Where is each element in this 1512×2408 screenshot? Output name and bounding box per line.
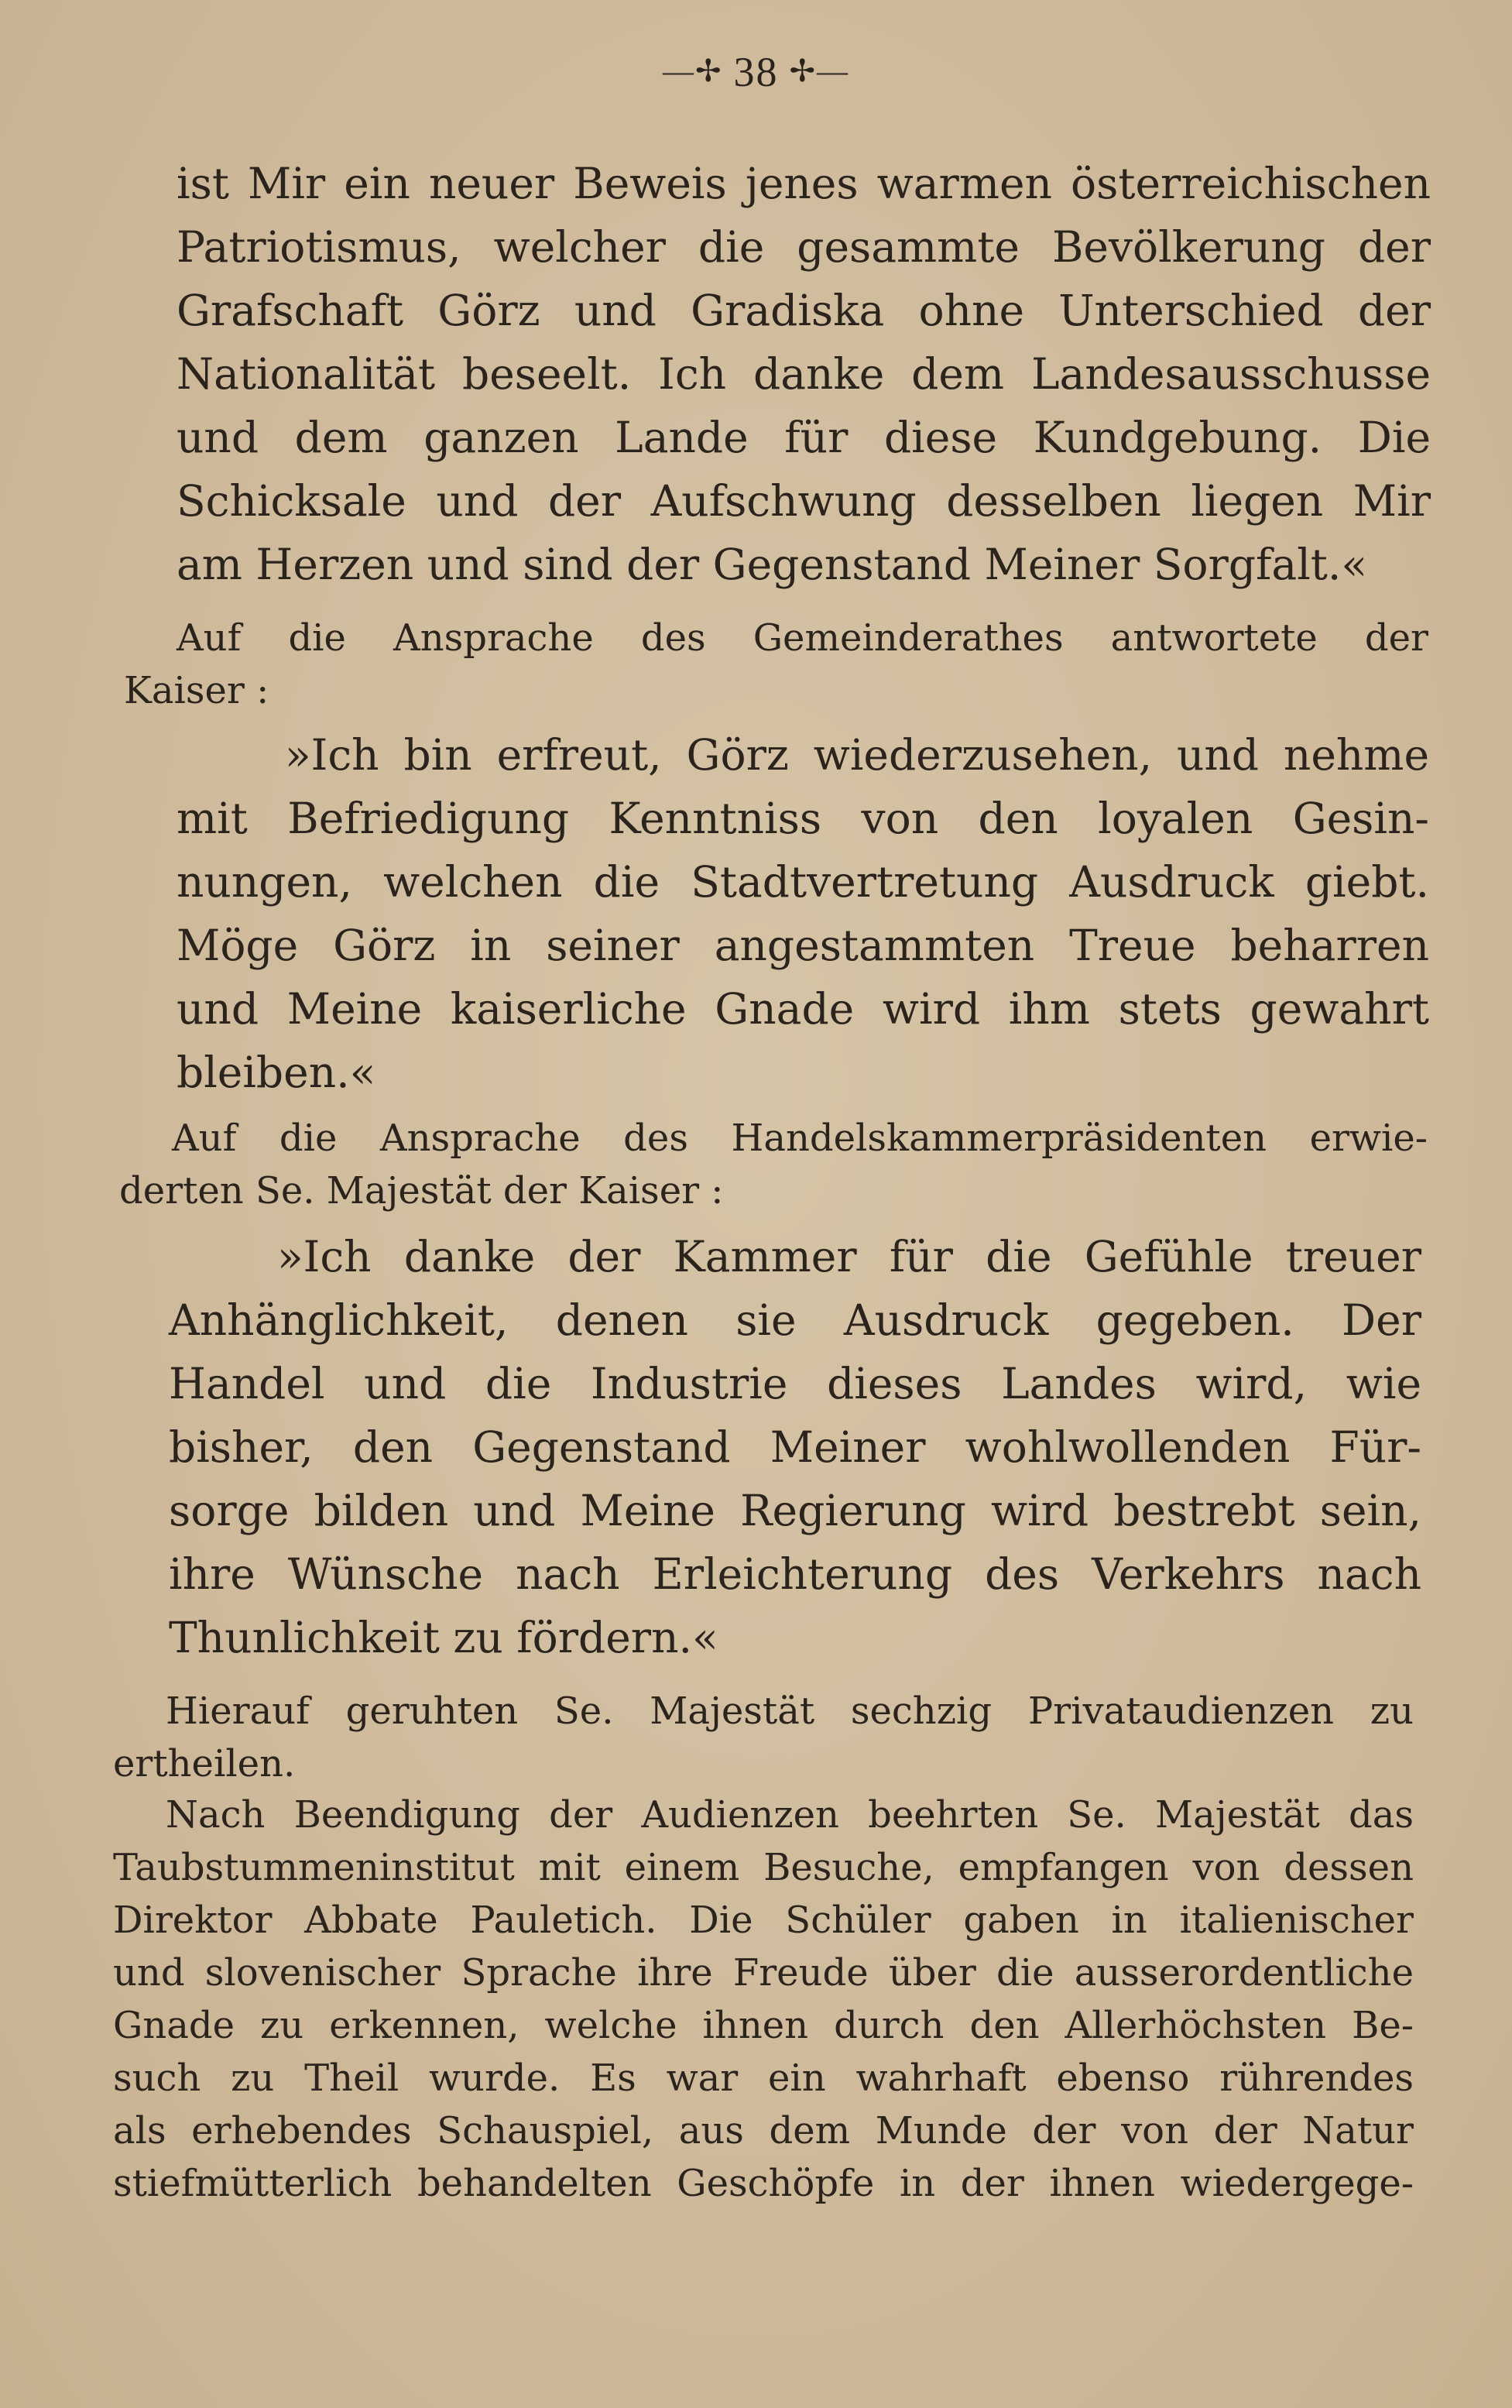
text-line: Anhänglichkeit, denen sie Ausdruck gegeben. Der — [169, 1295, 1421, 1345]
text-line: bleiben.« — [177, 1048, 376, 1097]
text-line: und Meine kaiserliche Gnade wird ihm stets gewahrt — [177, 984, 1429, 1034]
text-line: Thunlichkeit zu fördern.« — [169, 1613, 718, 1662]
ornament-left: —✢ — [662, 53, 723, 88]
text-line: Gnade zu erkennen, welche ihnen durch den Allerhöchsten Be- — [113, 2004, 1414, 2047]
text-line: Direktor Abbate Pauletich. Die Schüler gaben in italienischer — [113, 1899, 1414, 1942]
text-line: Hierauf geruhten Se. Majestät sechzig Privataudienzen zu — [166, 1689, 1414, 1733]
text-line: ertheilen. — [113, 1742, 296, 1785]
ornament-right: ✢— — [789, 53, 850, 88]
text-line: Nach Beendigung der Audienzen beehrten Se. Majestät das — [166, 1793, 1414, 1837]
text-line: Auf die Ansprache des Gemeinderathes antwortete der — [177, 616, 1428, 660]
paragraph-privataudienzen — [113, 1685, 1414, 1790]
text-line: »Ich danke der Kammer für die Gefühle treuer — [277, 1232, 1421, 1281]
text-line: mit Befriedigung Kenntniss von den loyalen Gesin- — [177, 794, 1429, 843]
text-line: stiefmütterlich behandelten Geschöpfe in der ihnen wiedergege- — [113, 2162, 1414, 2205]
text-line: derten Se. Majestät der Kaiser : — [119, 1169, 724, 1213]
text-line: sorge bilden und Meine Regierung wird bestrebt sein, — [169, 1486, 1421, 1535]
paragraph-kaiser-reply-gemeinderath — [177, 723, 1429, 1104]
text-line: ihre Wünsche nach Erleichterung des Verkehrs nach — [169, 1549, 1421, 1599]
text-line: am Herzen und sind der Gegenstand Meiner Sorgfalt.« — [177, 540, 1368, 589]
paragraph-handelskammer-intro — [119, 1112, 1428, 1217]
text-line: bisher, den Gegenstand Meiner wohlwollenden Für- — [169, 1422, 1421, 1472]
text-line: und slovenischer Sprache ihre Freude über die ausserordentliche — [113, 1951, 1414, 1995]
paragraph-kaiser-reply-handelskammer — [169, 1225, 1421, 1669]
text-line: ist Mir ein neuer Beweis jenes warmen österreichischen — [177, 159, 1431, 208]
text-line: und dem ganzen Lande für diese Kundgebung. Die — [177, 413, 1431, 462]
text-line: Taubstummeninstitut mit einem Besuche, empfangen von dessen — [113, 1846, 1414, 1889]
text-line: Auf die Ansprache des Handelskammerpräsidenten erwie- — [172, 1117, 1428, 1160]
text-line: nungen, welchen die Stadtvertretung Ausdruck giebt. — [177, 857, 1429, 907]
paragraph-quote-continuation — [177, 152, 1431, 596]
page-number-header — [0, 48, 1512, 96]
text-line: Patriotismus, welcher die gesammte Bevölkerung der — [177, 222, 1431, 272]
text-line: als erhebendes Schauspiel, aus dem Munde der von der Natur — [113, 2109, 1414, 2152]
text-line: Handel und die Industrie dieses Landes wird, wie — [169, 1359, 1421, 1408]
paragraph-gemeinderath-intro — [124, 612, 1428, 717]
text-line: Kaiser : — [124, 669, 269, 712]
page-number: 38 — [733, 49, 779, 95]
text-line: »Ich bin erfreut, Görz wiederzusehen, und nehme — [285, 730, 1429, 780]
text-line: such zu Theil wurde. Es war ein wahrhaft ebenso rührendes — [113, 2056, 1414, 2100]
text-line: Grafschaft Görz und Gradiska ohne Unterschied der — [177, 286, 1431, 335]
text-line: Nationalität beseelt. Ich danke dem Landesausschusse — [177, 349, 1431, 399]
text-line: Schicksale und der Aufschwung desselben liegen Mir — [177, 476, 1431, 526]
paragraph-taubstummeninstitut — [113, 1789, 1414, 2210]
text-line: Möge Görz in seiner angestammten Treue beharren — [177, 921, 1429, 970]
